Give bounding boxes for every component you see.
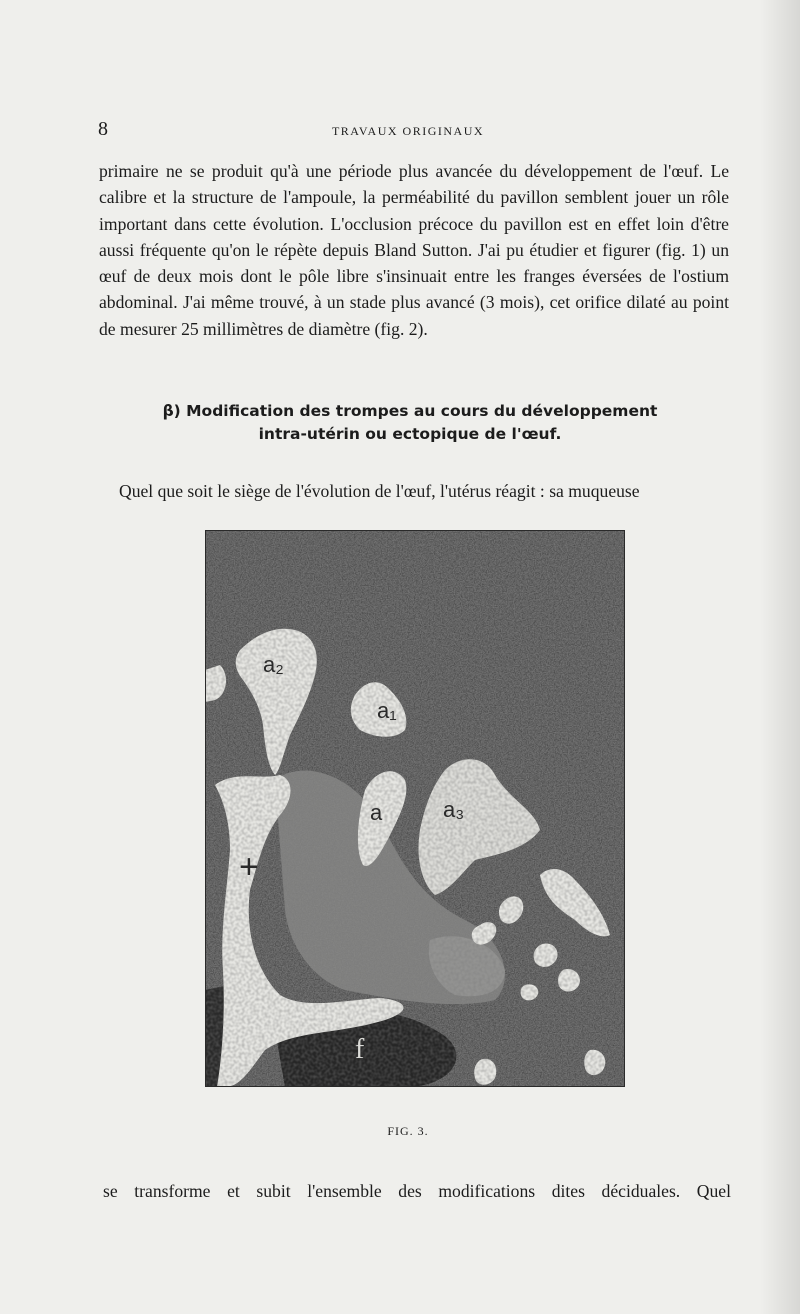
- label-a: a: [370, 800, 383, 825]
- section-heading-line-2: intra-utérin ou ectopique de l'œuf.: [258, 425, 562, 443]
- body-paragraph: primaire ne se produit qu'à une période plus avancée du développement de l'œuf. Le calibre et la structure de l'ampoule, la perméabilité du pavillon semblent jouer un rôle important dans cette évolution. L'occlusion précoce du pavillon est en effet loin d'être aussi fréquente qu'on le répète depuis Bland Sutton. J'ai pu étudier et figurer (fig. 1) un œuf de deux mois dont le pôle libre s'insinuait entre les franges éversées de l'ostium abdominal. J'ai même trouvé, à un stade plus avancé (3 mois), cet orifice dilaté au point de mesurer 25 millimètres de diamètre (fig. 2).: [99, 161, 729, 339]
- section-heading-line-1: β) Modification des trompes au cours du développement: [162, 402, 658, 420]
- section-heading: [130, 400, 690, 446]
- cell-speckle: [205, 530, 625, 1087]
- intro-sentence: Quel que soit le siège de l'évolution de l'œuf, l'utérus réagit : sa muqueuse: [119, 481, 640, 501]
- histology-figure: [205, 530, 625, 1087]
- running-head: TRAVAUX ORIGINAUX: [331, 124, 485, 138]
- page-number: 8: [98, 118, 108, 140]
- label-a1: a₁: [377, 698, 397, 723]
- label-plus: +: [239, 848, 259, 886]
- label-a3: a₃: [443, 797, 465, 822]
- label-f: f: [355, 1034, 365, 1065]
- label-a2: a₂: [263, 652, 284, 677]
- closing-sentence: se transforme et subit l'ensemble des modifications dites déciduales. Quel: [103, 1181, 731, 1201]
- histology-micrograph: [205, 530, 625, 1087]
- page-edge-shadow: [760, 0, 800, 1314]
- figure-caption: FIG. 3.: [387, 1124, 429, 1138]
